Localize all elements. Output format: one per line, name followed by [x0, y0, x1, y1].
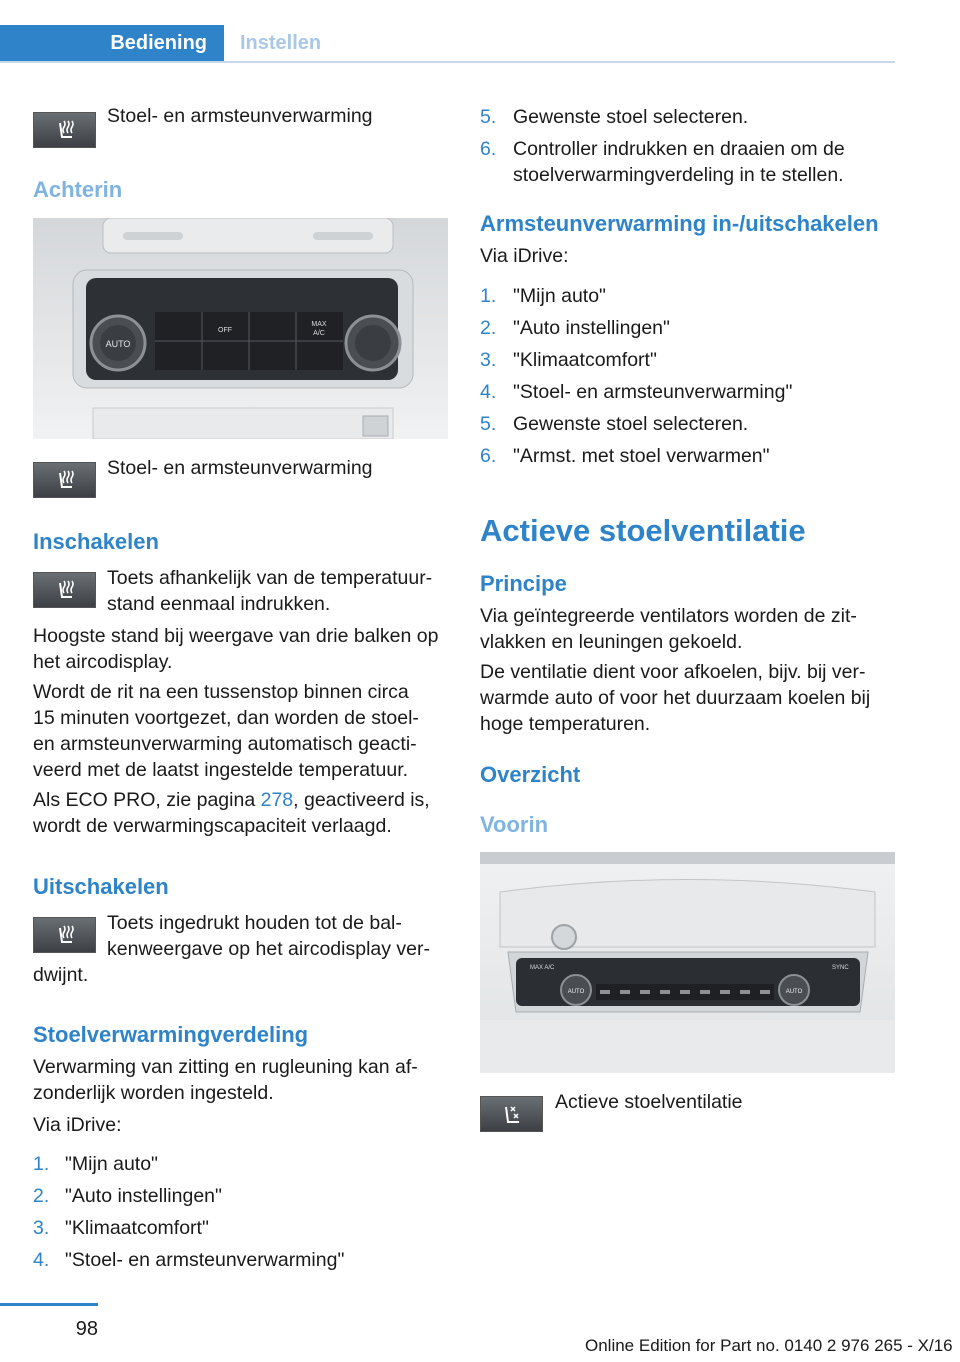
paragraph-line: De ventilatie dient voor afkoelen, bijv. bij ver- [480, 661, 866, 683]
list-item: "Stoel- en armsteunverwarming" [65, 1249, 345, 1271]
list-number: 5. [480, 413, 497, 435]
list-item: "Auto instellingen" [513, 317, 670, 339]
heading-inschakelen: Inschakelen [33, 529, 159, 554]
front-max-ac-label: MAX A/C [530, 965, 555, 971]
inschakelen-line: stand eenmaal indrukken. [107, 593, 331, 615]
footer-rule [0, 1303, 98, 1306]
heading-armsteunverwarming: Armsteunverwarming in-/uitschakelen [480, 211, 879, 236]
caption-seat-ventilation: Actieve stoelventilatie [555, 1091, 743, 1113]
para3-text-b: , geactiveerd is, [293, 789, 430, 811]
paragraph-line: en armsteunverwarming automatisch geacti- [33, 733, 417, 755]
paragraph-line: Wordt de rit na een tussenstop binnen circa [33, 681, 409, 703]
list-item: "Stoel- en armsteunverwarming" [513, 381, 793, 403]
front-sync-label: SYNC [832, 965, 849, 971]
seat-ventilation-icon [480, 1096, 543, 1132]
list-number: 2. [33, 1185, 50, 1207]
uitschakelen-line: dwijnt. [33, 964, 89, 986]
paragraph-line: wordt de verwarmingscapaciteit verlaagd. [33, 815, 392, 837]
section-title: Actieve stoelventilatie [480, 513, 806, 548]
inschakelen-line: Toets afhankelijk van de temperatuur- [107, 567, 433, 589]
paragraph-line: Verwarming van zitting en rugleuning kan af- [33, 1056, 418, 1078]
seat-heat-icon [33, 572, 96, 608]
front-auto-label-right: AUTO [785, 989, 803, 995]
tab-bediening[interactable]: Bediening [0, 25, 224, 61]
paragraph-line: het aircodisplay. [33, 651, 173, 673]
paragraph-line: vlakken en leuningen gekoeld. [480, 631, 743, 653]
paragraph-line: Via geïntegreerde ventilators worden de zit- [480, 605, 857, 627]
paragraph-line: warmde auto of voor het duurzaam koelen bij [480, 687, 871, 709]
list-item: "Mijn auto" [65, 1153, 158, 1175]
paragraph-line: veerd met de laatst ingestelde temperatuur. [33, 759, 409, 781]
list-item: Controller indrukken en draaien om de [513, 138, 845, 160]
heading-uitschakelen: Uitschakelen [33, 874, 169, 899]
caption-seat-heat-2: Stoel- en armsteunverwarming [107, 457, 373, 479]
rear-off-label: OFF [218, 327, 232, 334]
paragraph-line: zonderlijk worden ingesteld. [33, 1082, 274, 1104]
list-number: 6. [480, 445, 497, 467]
tab-instellen[interactable]: Instellen [240, 32, 322, 54]
list-item: "Klimaatcomfort" [513, 349, 657, 371]
heading-principe: Principe [480, 571, 567, 596]
seat-heat-icon [33, 917, 96, 953]
list-item: "Mijn auto" [513, 285, 606, 307]
seat-heat-icon [33, 112, 96, 148]
header-bar [0, 25, 895, 63]
list-number: 5. [480, 106, 497, 128]
list-item-continuation: stoelverwarmingverdeling in te stellen. [513, 164, 844, 186]
list-item: Gewenste stoel selecteren. [513, 106, 749, 128]
rear-auto-label: AUTO [105, 339, 131, 349]
heading-stoelverwarmingverdeling: Stoelverwarmingverdeling [33, 1022, 309, 1047]
paragraph-line: Hoogste stand bij weergave van drie balken op [33, 625, 439, 647]
footer-edition: Online Edition for Part no. 0140 2 976 265 - X/16 [585, 1336, 953, 1355]
list-number: 4. [33, 1249, 50, 1271]
heading-voorin: Voorin [480, 812, 549, 837]
front-climate-panel-photo [480, 852, 895, 1073]
rear-ac-label: A/C [313, 330, 325, 337]
list-number: 3. [480, 349, 497, 371]
rear-max-label: MAX [311, 321, 327, 328]
uitschakelen-line: Toets ingedrukt houden tot de bal- [107, 912, 402, 934]
list-number: 1. [33, 1153, 50, 1175]
via-idrive: Via iDrive: [480, 245, 569, 267]
list-number: 2. [480, 317, 497, 339]
heading-overzicht: Overzicht [480, 762, 581, 787]
paragraph-line: 15 minuten voortgezet, dan worden de stoel- [33, 707, 419, 729]
seat-heat-icon [33, 462, 96, 498]
uitschakelen-line: kenweergave op het aircodisplay ver- [107, 938, 431, 960]
list-number: 6. [480, 138, 497, 160]
front-auto-label-left: AUTO [567, 989, 585, 995]
caption-seat-heat-1: Stoel- en armsteunverwarming [107, 105, 373, 127]
paragraph-line [33, 787, 430, 813]
list-number: 1. [480, 285, 497, 307]
via-idrive: Via iDrive: [33, 1114, 122, 1136]
list-item: "Armst. met stoel verwarmen" [513, 445, 770, 467]
list-number: 4. [480, 381, 497, 403]
heading-achterin: Achterin [33, 177, 123, 202]
page-number: 98 [75, 1318, 98, 1340]
para3-text-a: Als ECO PRO, zie pagina [33, 789, 261, 811]
list-number: 3. [33, 1217, 50, 1239]
page-link-278[interactable]: 278 [260, 789, 294, 811]
rear-climate-panel-photo [33, 218, 448, 439]
list-item: "Klimaatcomfort" [65, 1217, 209, 1239]
list-item: "Auto instellingen" [65, 1185, 222, 1207]
paragraph-line: hoge temperaturen. [480, 713, 651, 735]
list-item: Gewenste stoel selecteren. [513, 413, 749, 435]
